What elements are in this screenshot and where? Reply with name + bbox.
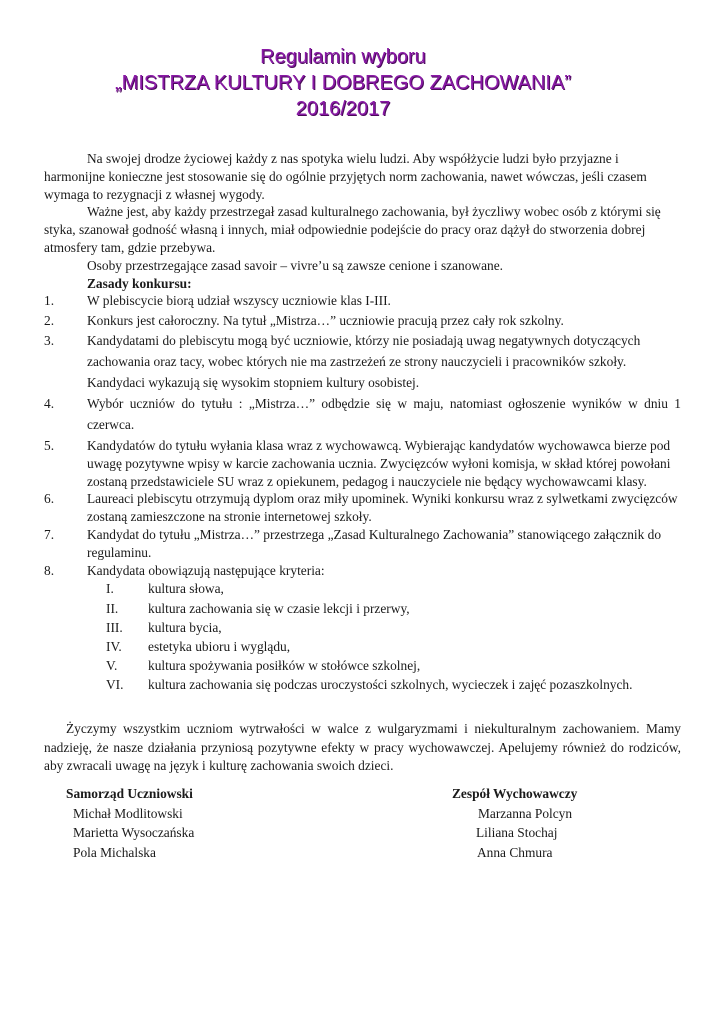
signature-heading: Samorząd Uczniowski	[66, 786, 193, 801]
criteria-number: II.	[106, 600, 119, 616]
signature-name: Michał Modlitowski	[73, 805, 183, 821]
rule-item	[44, 490, 681, 526]
criteria-text: kultura zachowania się podczas uroczystości szkolnych, wycieczek i zajęć pozaszkolnych.	[148, 677, 633, 693]
signature-name: Pola Michalska	[73, 844, 156, 860]
criteria-number: V.	[106, 658, 118, 674]
rule-text: W plebiscycie biorą udział wszyscy uczniowie klas I-III.	[87, 293, 391, 309]
signature-heading: Zespół Wychowawczy	[452, 786, 578, 801]
title-line-3: 2016/2017	[295, 98, 391, 120]
intro-paragraph-2: Ważne jest, aby każdy przestrzegał zasad kulturalnego zachowania, był życzliwy wobec osób z którymi się styka, szanował godność własną i innych, miał odpowiednie podejście do pracy oraz dążył do stworzenia dobrej atmosfery tam, gdzie przebywa.	[44, 204, 661, 255]
rule-number: 2.	[44, 313, 55, 329]
criteria-text: estetyka ubioru i wyglądu,	[148, 638, 291, 654]
criteria-text: kultura spożywania posiłków w stołówce szkolnej,	[148, 658, 421, 674]
rule-text: Laureaci plebiscytu otrzymują dyplom oraz miły upominek. Wyniki konkursu wraz z sylwetkami zwycięzców zostaną zamieszczone na stronie internetowej szkoły.	[87, 491, 678, 525]
rule-number: 4.	[44, 395, 55, 411]
criteria-item	[44, 656, 681, 675]
rules-heading: Zasady konkursu:	[87, 275, 192, 291]
criteria-number: IV.	[106, 638, 122, 654]
closing-paragraph: Życzymy wszystkim uczniom wytrwałości w walce z wulgaryzmami i niekulturalnym zachowaniem. Mamy nadzieję, że nasze działania przyniosą pozytywne efekty w pracy wychowawczej. Apelujemy również do rodziców, aby zwracali uwagę na język i kulturę zachowania swoich dzieci.	[44, 721, 681, 774]
intro-paragraph-3: Osoby przestrzegające zasad savoir – vivre’u są zawsze cenione i szanowane.	[87, 257, 504, 273]
rule-text: Konkurs jest całoroczny. Na tytuł „Mistrza…” uczniowie pracują przez cały rok szkolny.	[87, 313, 564, 329]
rule-number: 6.	[44, 491, 55, 507]
criteria-text: kultura słowa,	[148, 581, 224, 597]
criteria-number: III.	[106, 619, 123, 635]
criteria-text: kultura zachowania się w czasie lekcji i przerwy,	[148, 600, 410, 616]
rule-item	[44, 330, 681, 393]
criteria-item	[44, 579, 681, 598]
criteria-item	[44, 637, 681, 656]
signature-block-left	[66, 784, 194, 862]
title-line-2: „MISTRZA KULTURY I DOBREGO ZACHOWANIA”	[115, 72, 571, 94]
criteria-item	[44, 675, 681, 694]
rule-number: 8.	[44, 562, 55, 578]
criteria-item	[44, 618, 681, 637]
signature-name: Anna Chmura	[477, 844, 553, 860]
rule-text: Kandydatami do plebiscytu mogą być uczniowie, którzy nie posiadają uwag negatywnych dotyczących zachowania oraz tacy, wobec których nie ma zastrzeżeń ze strony nauczycieli i pracowników szkoły. Kandydaci wykazują się wysokim stopniem kultury osobistej.	[87, 332, 641, 390]
rule-text: Wybór uczniów do tytułu : „Mistrza…” odbędzie się w maju, natomiast ogłoszenie wyników w dniu 1 czerwca.	[87, 395, 681, 432]
rule-number: 5.	[44, 437, 55, 453]
criteria-number: VI.	[106, 677, 124, 693]
document-title	[0, 44, 724, 122]
criteria-number: I.	[106, 581, 114, 597]
rule-number: 1.	[44, 293, 55, 309]
title-line-1: Regulamin wyboru	[260, 46, 426, 68]
rule-text: Kandydat do tytułu „Mistrza…” przestrzega „Zasad Kulturalnego Zachowania” stanowiącego załącznik do regulaminu.	[87, 526, 662, 560]
signature-name: Liliana Stochaj	[476, 825, 558, 840]
signature-block-right	[452, 784, 577, 862]
rule-number: 7.	[44, 526, 55, 542]
rule-item	[44, 526, 681, 562]
rule-item	[44, 437, 681, 490]
document-body	[44, 150, 681, 695]
rule-text: Kandydatów do tytułu wyłania klasa wraz z wychowawcą. Wybierając kandydatów wychowawca bierze pod uwagę pozytywne wpisy w karcie zachowania ucznia. Zwycięzców wyłoni komisja, w skład której powołani zostaną przedstawiciele SU wraz z opiekunem, pedagog i nauczyciele nie będący wychowawcami klasy.	[87, 437, 671, 489]
signature-name: Marzanna Polcyn	[478, 805, 573, 821]
rule-item	[44, 562, 681, 580]
criteria-text: kultura bycia,	[148, 619, 222, 635]
intro-paragraph-1: Na swojej drodze życiowej każdy z nas spotyka wielu ludzi. Aby współżycie ludzi było przyjazne i harmonijne konieczne jest stosowanie się do ogólnie przyjętych norm zachowania, nawet wówczas, jeśli czasem wymaga to rezygnacji z własnej wygody.	[44, 151, 647, 202]
signature-name: Marietta Wysoczańska	[73, 825, 195, 840]
rule-text: Kandydata obowiązują następujące kryteria:	[87, 562, 325, 578]
rule-item	[44, 393, 681, 435]
rule-number: 3.	[44, 332, 55, 348]
criteria-item	[44, 599, 681, 618]
rule-item	[44, 292, 681, 310]
rule-item	[44, 312, 681, 330]
